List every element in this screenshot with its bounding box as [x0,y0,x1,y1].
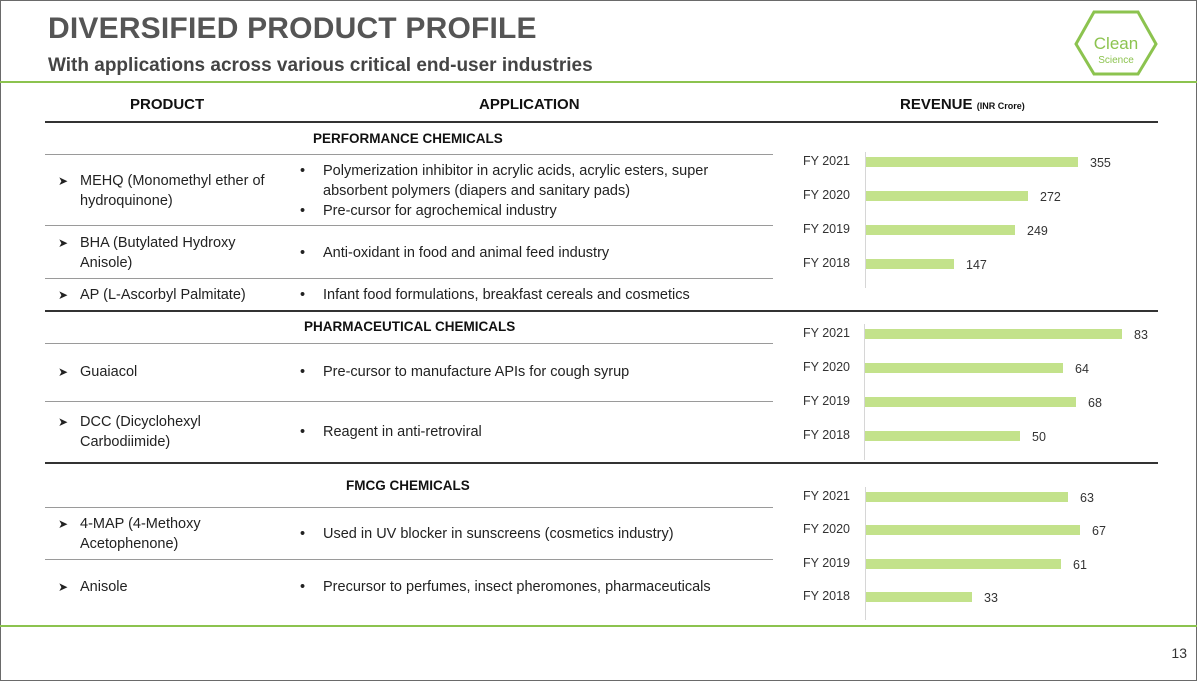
bullet-icon: • [300,287,306,303]
chart-category-label: FY 2018 [802,428,850,442]
section-divider [45,310,1158,312]
product-name: Anisole [80,579,128,595]
row-divider [45,401,773,402]
product-guaiacol [58,362,280,382]
bullet-icon: • [300,245,306,261]
product-4map [58,514,240,554]
application-text: Reagent in anti-retroviral [323,424,482,440]
arrow-bullet-icon: ➤ [58,580,69,594]
chart-value-label: 50 [1032,430,1046,444]
clean-science-logo [1074,8,1158,78]
chart-category-label: FY 2019 [802,555,850,570]
revenue-column-header [900,96,1025,113]
row-divider [45,559,773,560]
product-dcc [58,412,240,452]
chart-bar [866,559,1061,569]
product-name: MEHQ (Monomethyl ether of hydroquinone) [80,173,265,209]
chart-bar [865,431,1020,441]
arrow-bullet-icon: ➤ [58,517,69,531]
chart-bar [866,191,1028,201]
application-anisole [300,577,760,597]
chart-bar [865,329,1122,339]
chart-category-label: FY 2018 [802,256,850,270]
row-divider [45,154,773,155]
chart-category-label: FY 2020 [802,522,850,537]
application-bha [300,243,750,263]
product-name: DCC (Dicyclohexyl Carbodiimide) [80,414,201,450]
chart-value-label: 33 [984,590,998,605]
section-title-pharmaceutical: PHARMACEUTICAL CHEMICALS [304,319,516,334]
chart-bar [866,592,972,602]
chart-bar [866,492,1068,502]
chart-bar [866,259,954,269]
application-text: Precursor to perfumes, insect pheromones, pharmaceuticals [323,579,711,595]
page-title: DIVERSIFIED PRODUCT PROFILE [48,12,537,45]
arrow-bullet-icon: ➤ [58,365,69,379]
row-divider [45,507,773,508]
chart-value-label: 147 [966,258,987,272]
bullet-icon: • [300,203,306,219]
chart-category-label: FY 2021 [802,154,850,168]
product-bha [58,233,260,273]
revenue-unit: (INR Crore) [976,101,1025,111]
application-ap [300,285,760,305]
page-subtitle: With applications across various critical end-user industries [48,55,593,76]
bullet-icon: • [300,526,306,542]
application-text: Infant food formulations, breakfast cereals and cosmetics [323,287,690,303]
chart-value-label: 67 [1092,524,1106,539]
chart-value-label: 63 [1080,491,1094,505]
chart-category-label: FY 2021 [802,326,850,340]
chart-bar [866,525,1080,535]
chart-category-label: FY 2018 [802,588,850,603]
section-title-fmcg: FMCG CHEMICALS [346,478,470,493]
section-divider [45,462,1158,464]
chart-category-label: FY 2019 [802,222,850,236]
product-anisole [58,577,280,597]
chart-value-label: 68 [1088,396,1102,410]
logo-text-science: Science [1098,55,1134,66]
arrow-bullet-icon: ➤ [58,236,69,250]
product-name: BHA (Butylated Hydroxy Anisole) [80,235,236,271]
chart-value-label: 61 [1073,557,1087,572]
chart-bar [865,397,1076,407]
chart-value-label: 249 [1027,224,1048,238]
application-column-header: APPLICATION [479,96,580,113]
bullet-icon: • [300,424,306,440]
row-divider [45,278,773,279]
chart-category-label: FY 2020 [802,188,850,202]
application-text: Polymerization inhibitor in acrylic acids, acrylic esters, super absorbent polymers (diapers and sanitary pads) [323,163,709,199]
arrow-bullet-icon: ➤ [58,174,69,188]
product-mehq [58,171,280,211]
logo-text-clean: Clean [1093,34,1139,53]
chart-value-label: 83 [1134,328,1148,342]
chart-value-label: 355 [1090,156,1111,170]
application-dcc [300,422,760,442]
footer-rule [0,625,1197,627]
application-text: Pre-cursor for agrochemical industry [323,203,557,219]
application-text: Pre-cursor to manufacture APIs for cough syrup [323,364,630,380]
arrow-bullet-icon: ➤ [58,288,69,302]
application-text: Used in UV blocker in sunscreens (cosmetics industry) [323,526,674,542]
chart-category-label: FY 2019 [802,394,850,408]
chart-value-label: 272 [1040,190,1061,204]
chart-category-label: FY 2020 [802,360,850,374]
chart-bar [866,157,1078,167]
arrow-bullet-icon: ➤ [58,415,69,429]
product-column-header: PRODUCT [130,96,205,113]
application-text: Anti-oxidant in food and animal feed industry [323,245,610,261]
row-divider [45,225,773,226]
product-ap [58,285,300,305]
revenue-label: REVENUE [900,96,973,113]
header-rule [0,81,1197,83]
chart-bar [865,363,1063,373]
chart-value-label: 64 [1075,362,1089,376]
bullet-icon: • [300,364,306,380]
chart-bar [866,225,1015,235]
product-name: Guaiacol [80,364,138,380]
row-divider [45,343,773,344]
product-name: 4-MAP (4-Methoxy Acetophenone) [80,516,201,552]
application-mehq [300,161,740,221]
section-title-performance: PERFORMANCE CHEMICALS [313,131,503,146]
bullet-icon: • [300,579,306,595]
chart-category-label: FY 2021 [802,489,850,503]
product-name: AP (L-Ascorbyl Palmitate) [80,287,246,303]
bullet-icon: • [300,163,306,179]
application-4map [300,524,760,544]
application-guaiacol [300,362,760,382]
table-header-rule [45,121,1158,123]
page-number: 13 [1171,645,1187,661]
